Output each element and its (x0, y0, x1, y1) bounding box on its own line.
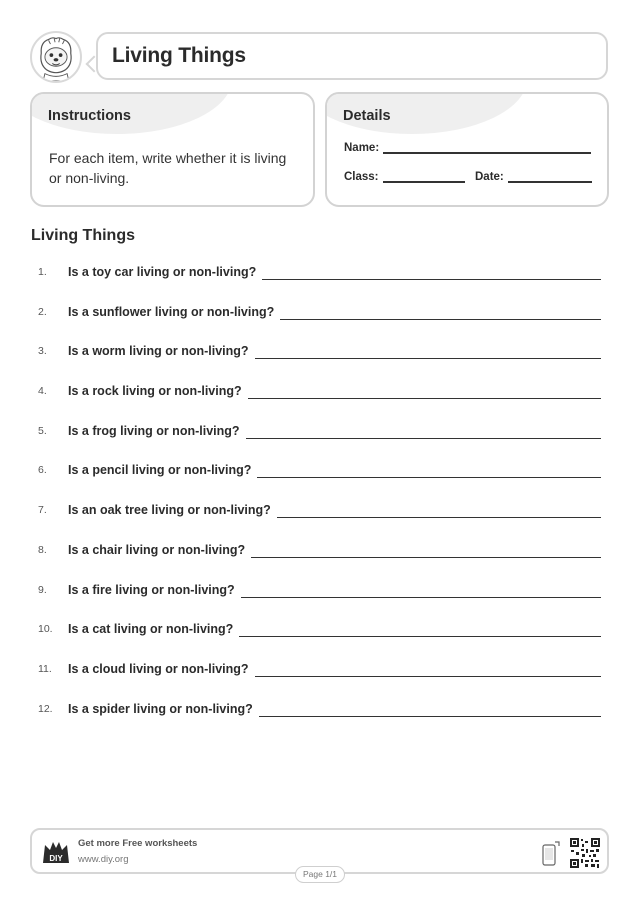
question-text: Is a worm living or non-living? (68, 344, 249, 359)
answer-line[interactable] (241, 580, 601, 598)
question-row (30, 302, 605, 342)
answer-line[interactable] (262, 262, 601, 280)
question-number: 2. (38, 305, 47, 318)
question-text: Is a toy car living or non-living? (68, 265, 257, 279)
question-text: Is a spider living or non-living? (68, 701, 253, 716)
question-row (30, 540, 605, 580)
answer-line[interactable] (257, 460, 601, 478)
question-text: Is an oak tree living or non-living? (68, 503, 271, 518)
question-text: Is a rock living or non-living? (68, 384, 242, 399)
answer-line[interactable] (255, 659, 601, 677)
answer-line[interactable] (259, 699, 601, 717)
question-number: 7. (38, 504, 47, 517)
name-field[interactable] (344, 142, 591, 154)
class-label: Class: (344, 171, 379, 183)
question-row (30, 341, 605, 381)
question-text: Is a chair living or non-living? (68, 542, 246, 557)
answer-line[interactable] (280, 302, 601, 320)
question-text: Is a cloud living or non-living? (68, 661, 249, 676)
question-text: Is a sunflower living or non-living? (68, 304, 275, 319)
date-field[interactable] (475, 171, 592, 183)
question-number: 5. (38, 424, 47, 437)
question-number: 9. (38, 583, 47, 596)
question-row (30, 381, 605, 421)
question-text: Is a cat living or non-living? (68, 622, 234, 637)
page-title: Living Things (112, 44, 246, 67)
details-card (325, 92, 609, 207)
title-bubble (96, 32, 608, 80)
question-text: Is a fire living or non-living? (68, 582, 235, 597)
class-line[interactable] (383, 171, 465, 183)
qr-code-icon (569, 837, 601, 869)
question-number: 6. (38, 464, 47, 477)
answer-line[interactable] (251, 540, 601, 558)
footer-url[interactable]: www.diy.org (78, 854, 129, 865)
question-row (30, 699, 605, 739)
instructions-text: For each item, write whether it is living or non-living. (49, 150, 287, 186)
date-line[interactable] (508, 171, 592, 183)
question-row (30, 659, 605, 699)
question-number: 1. (38, 266, 47, 278)
footer-promo: Get more Free worksheets (78, 838, 198, 849)
class-field[interactable] (344, 171, 465, 183)
name-label: Name: (344, 142, 380, 154)
question-row (30, 421, 605, 461)
question-number: 11. (38, 662, 52, 675)
question-row (30, 619, 605, 659)
answer-line[interactable] (239, 619, 601, 637)
question-row (30, 262, 605, 302)
question-number: 8. (38, 543, 47, 556)
details-title: Details (343, 108, 391, 124)
answer-line[interactable] (248, 381, 601, 399)
instructions-title: Instructions (48, 108, 131, 124)
svg-text:DIY: DIY (49, 854, 63, 863)
question-row (30, 580, 605, 620)
question-number: 12. (38, 702, 53, 715)
question-text: Is a frog living or non-living? (68, 423, 240, 438)
instructions-card (30, 92, 315, 207)
question-number: 4. (38, 385, 47, 398)
question-row (30, 500, 605, 540)
question-text: Is a pencil living or non-living? (68, 463, 252, 478)
diy-crown-logo-icon (42, 839, 70, 865)
question-list (30, 262, 605, 738)
answer-line[interactable] (255, 341, 601, 359)
name-line[interactable] (383, 142, 591, 154)
question-number: 10. (38, 623, 53, 636)
section-title: Living Things (31, 227, 135, 244)
phone-scan-icon (542, 840, 560, 866)
answer-line[interactable] (246, 421, 601, 439)
sloth-face-icon (30, 31, 82, 83)
question-row (30, 460, 605, 500)
answer-line[interactable] (277, 500, 601, 518)
page-number-badge: Page 1/1 (295, 866, 345, 883)
date-label: Date: (475, 171, 504, 183)
question-number: 3. (38, 345, 47, 358)
